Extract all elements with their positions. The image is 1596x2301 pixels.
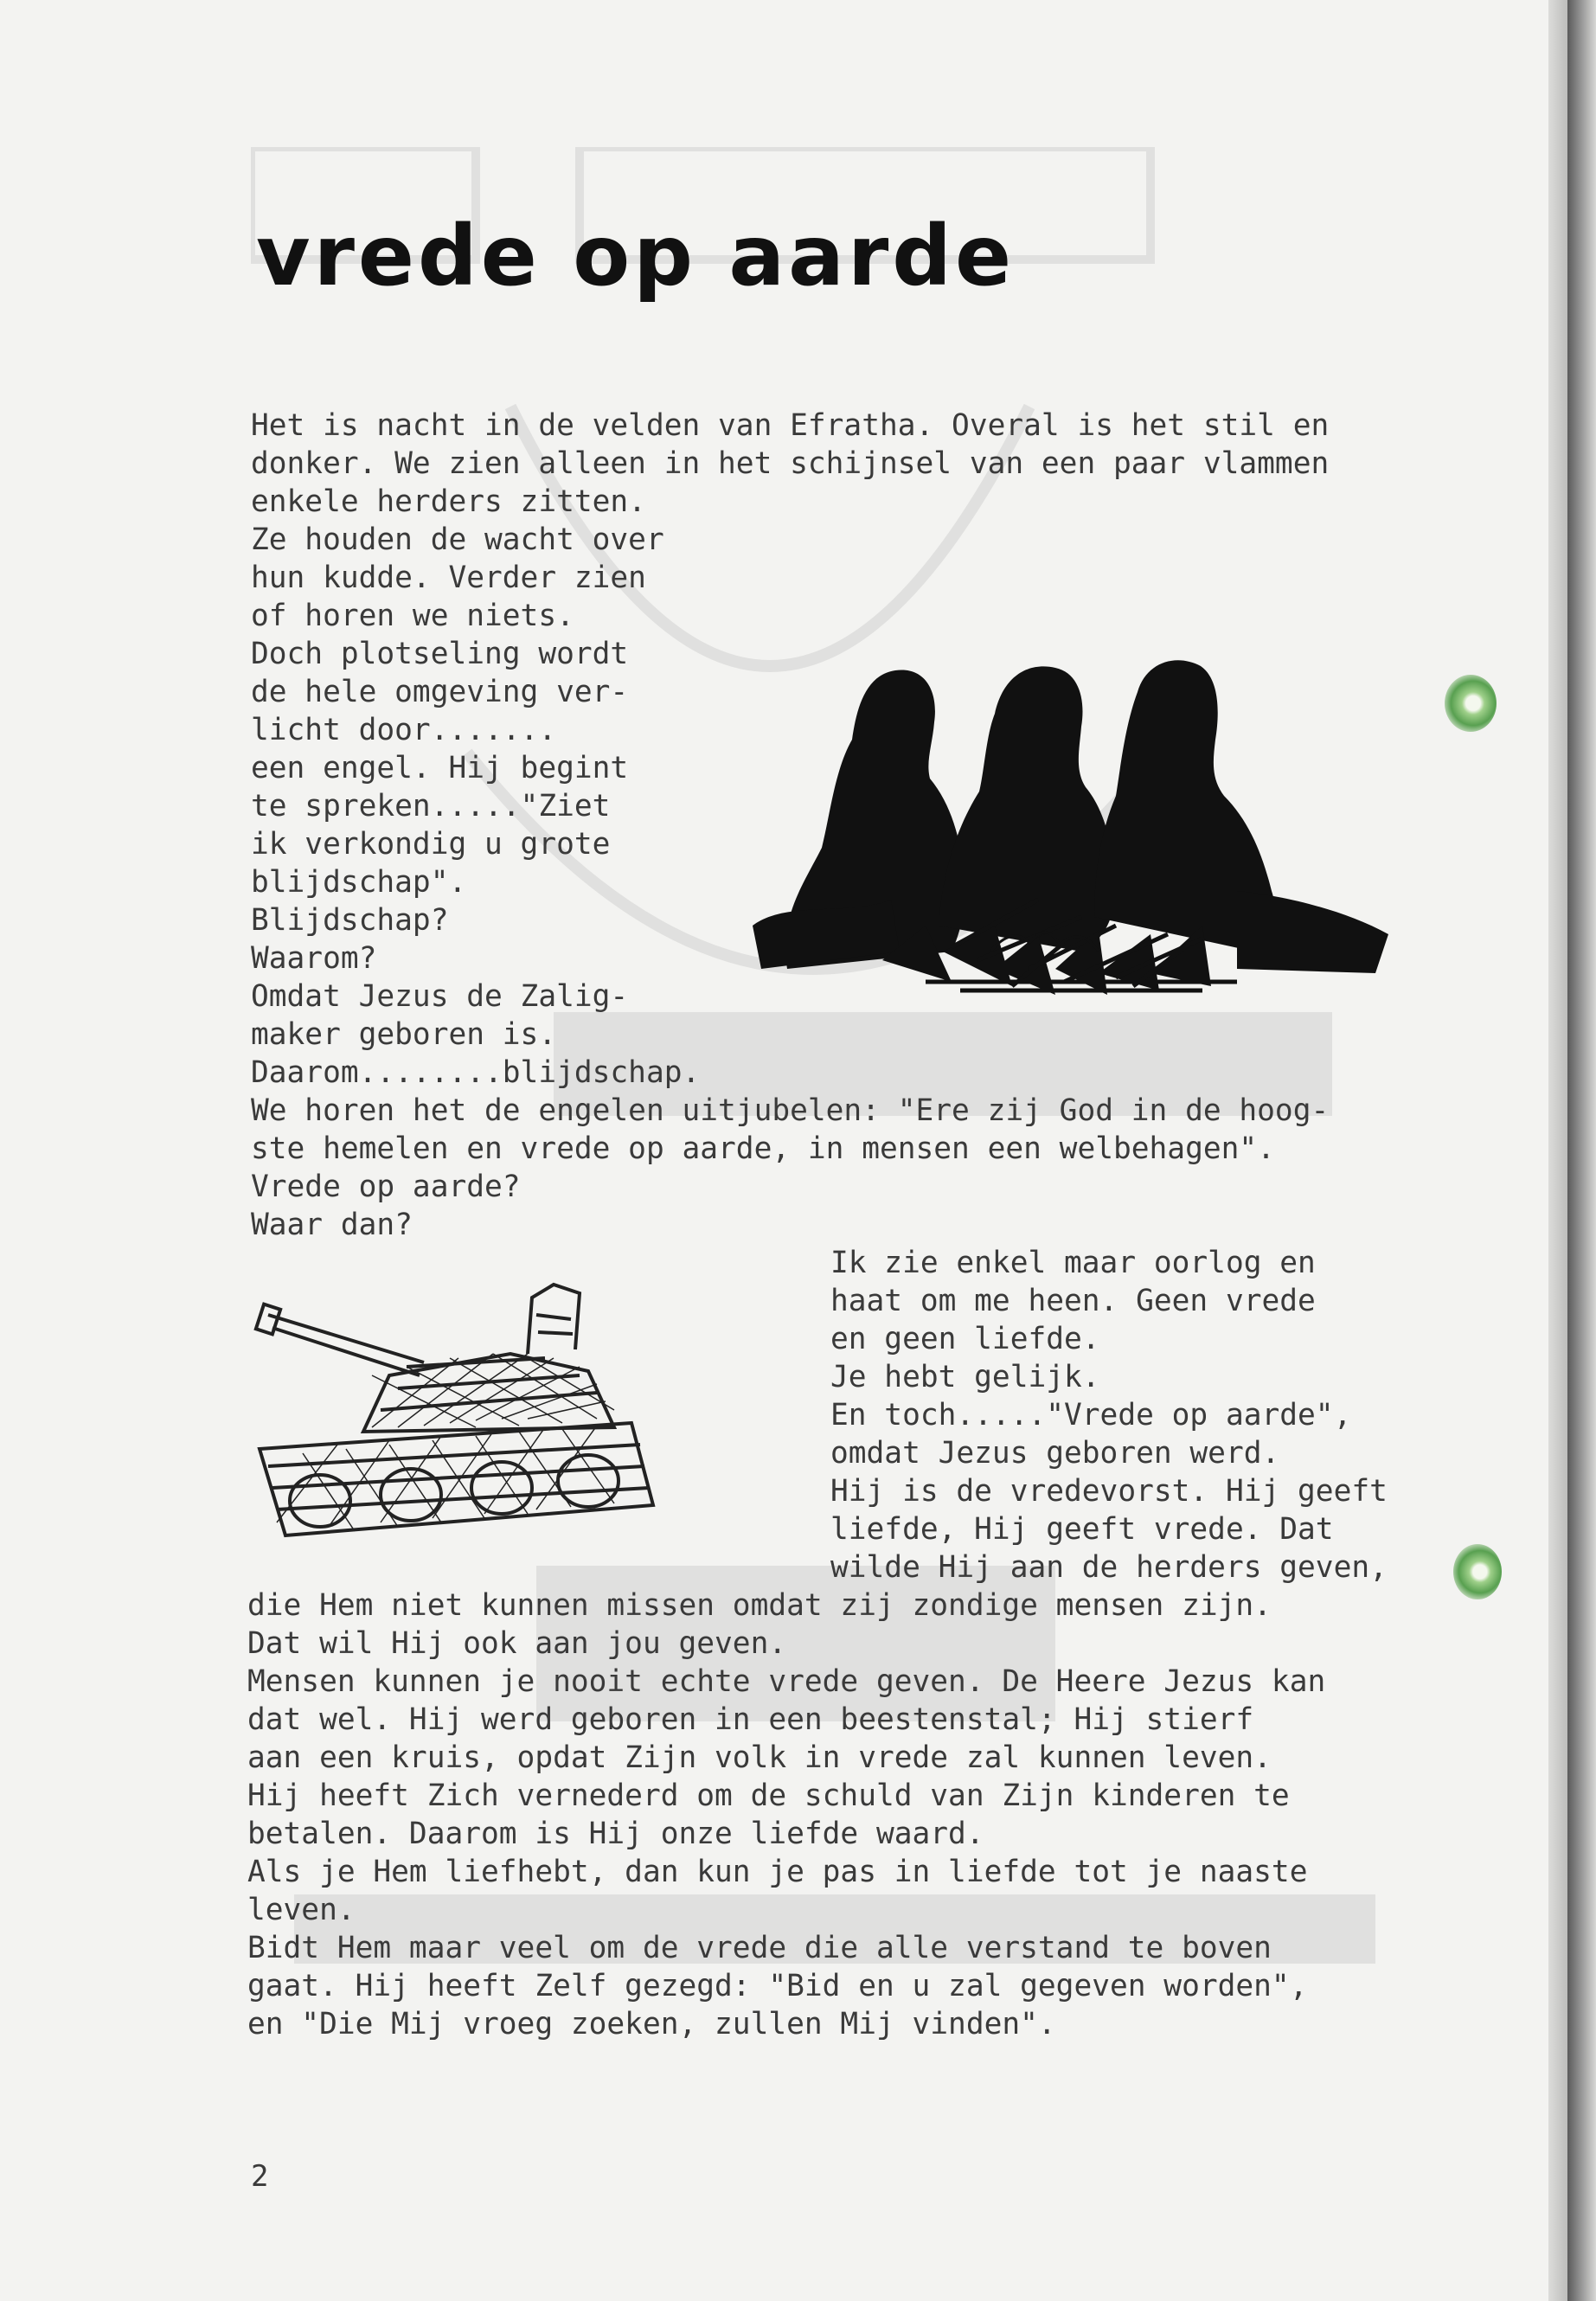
campfire-shepherds-illustration — [753, 640, 1393, 1003]
text-line: Blijdschap? — [251, 903, 449, 938]
text-line: Waarom? — [251, 941, 377, 976]
text-line: aan een kruis, opdat Zijn volk in vrede zal kunnen leven. — [247, 1740, 1272, 1775]
text-line: licht door....... — [251, 713, 557, 747]
text-line: Bidt Hem maar veel om de vrede die alle verstand te boven — [247, 1931, 1272, 1965]
page-number: 2 — [251, 2159, 269, 2194]
text-line: Het is nacht in de velden van Efratha. Overal is het stil en — [251, 408, 1330, 443]
text-line: en "Die Mij vroeg zoeken, zullen Mij vinden". — [247, 2007, 1056, 2041]
binding-shadow — [1548, 0, 1567, 2301]
punch-hole — [1453, 1544, 1502, 1599]
text-line: Omdat Jezus de Zalig- — [251, 979, 629, 1014]
text-line: en geen liefde. — [830, 1322, 1100, 1356]
text-line: maker geboren is. — [251, 1017, 557, 1052]
text-line: omdat Jezus geboren werd. — [830, 1436, 1280, 1471]
text-line: Doch plotseling wordt — [251, 637, 629, 671]
text-line: Waar dan? — [251, 1208, 413, 1242]
text-line: wilde Hij aan de herders geven, — [830, 1550, 1388, 1585]
text-line: gaat. Hij heeft Zelf gezegd: "Bid en u zal gegeven worden", — [247, 1969, 1308, 2003]
page-title: vrede op aarde — [256, 208, 1016, 304]
text-line: blijdschap". — [251, 865, 467, 900]
text-line: haat om me heen. Geen vrede — [830, 1284, 1316, 1318]
text-line: Als je Hem liefhebt, dan kun je pas in liefde tot je naaste — [247, 1855, 1308, 1889]
text-line: Vrede op aarde? — [251, 1170, 521, 1204]
text-line: Hij heeft Zich vernederd om de schuld van Zijn kinderen te — [247, 1779, 1290, 1813]
text-line: dat wel. Hij werd geboren in een beestenstal; Hij stierf — [247, 1702, 1254, 1737]
text-line: te spreken....."Ziet — [251, 789, 611, 824]
text-line: enkele herders zitten. — [251, 484, 646, 519]
punch-hole — [1445, 675, 1497, 732]
text-line: een engel. Hij begint — [251, 751, 629, 785]
text-line: Ze houden de wacht over — [251, 522, 664, 557]
text-line: of horen we niets. — [251, 599, 574, 633]
text-line: ste hemelen en vrede op aarde, in mensen een welbehagen". — [251, 1131, 1275, 1166]
text-line: Hij is de vredevorst. Hij geeft — [830, 1474, 1388, 1509]
text-line: Je hebt gelijk. — [830, 1360, 1100, 1394]
text-line: de hele omgeving ver- — [251, 675, 629, 709]
text-line: hun kudde. Verder zien — [251, 561, 646, 595]
text-line: liefde, Hij geeft vrede. Dat — [830, 1512, 1334, 1547]
text-line: donker. We zien alleen in het schijnsel van een paar vlammen — [251, 446, 1330, 481]
text-line: Mensen kunnen je nooit echte vrede geven. De Heere Jezus kan — [247, 1664, 1326, 1699]
text-line: En toch....."Vrede op aarde", — [830, 1398, 1352, 1433]
text-line: die Hem niet kunnen missen omdat zij zondige mensen zijn. — [247, 1588, 1272, 1623]
text-line: ik verkondig u grote — [251, 827, 611, 862]
text-line: We horen het de engelen uitjubelen: "Ere zij God in de hoog- — [251, 1093, 1330, 1128]
tank-sketch-illustration — [251, 1280, 692, 1548]
text-line: Dat wil Hij ook aan jou geven. — [247, 1626, 787, 1661]
text-line: Ik zie enkel maar oorlog en — [830, 1246, 1316, 1280]
page-edge — [1567, 0, 1596, 2301]
text-line: leven. — [247, 1893, 356, 1927]
text-line: betalen. Daarom is Hij onze liefde waard. — [247, 1817, 984, 1851]
text-line: Daarom........blijdschap. — [251, 1055, 701, 1090]
